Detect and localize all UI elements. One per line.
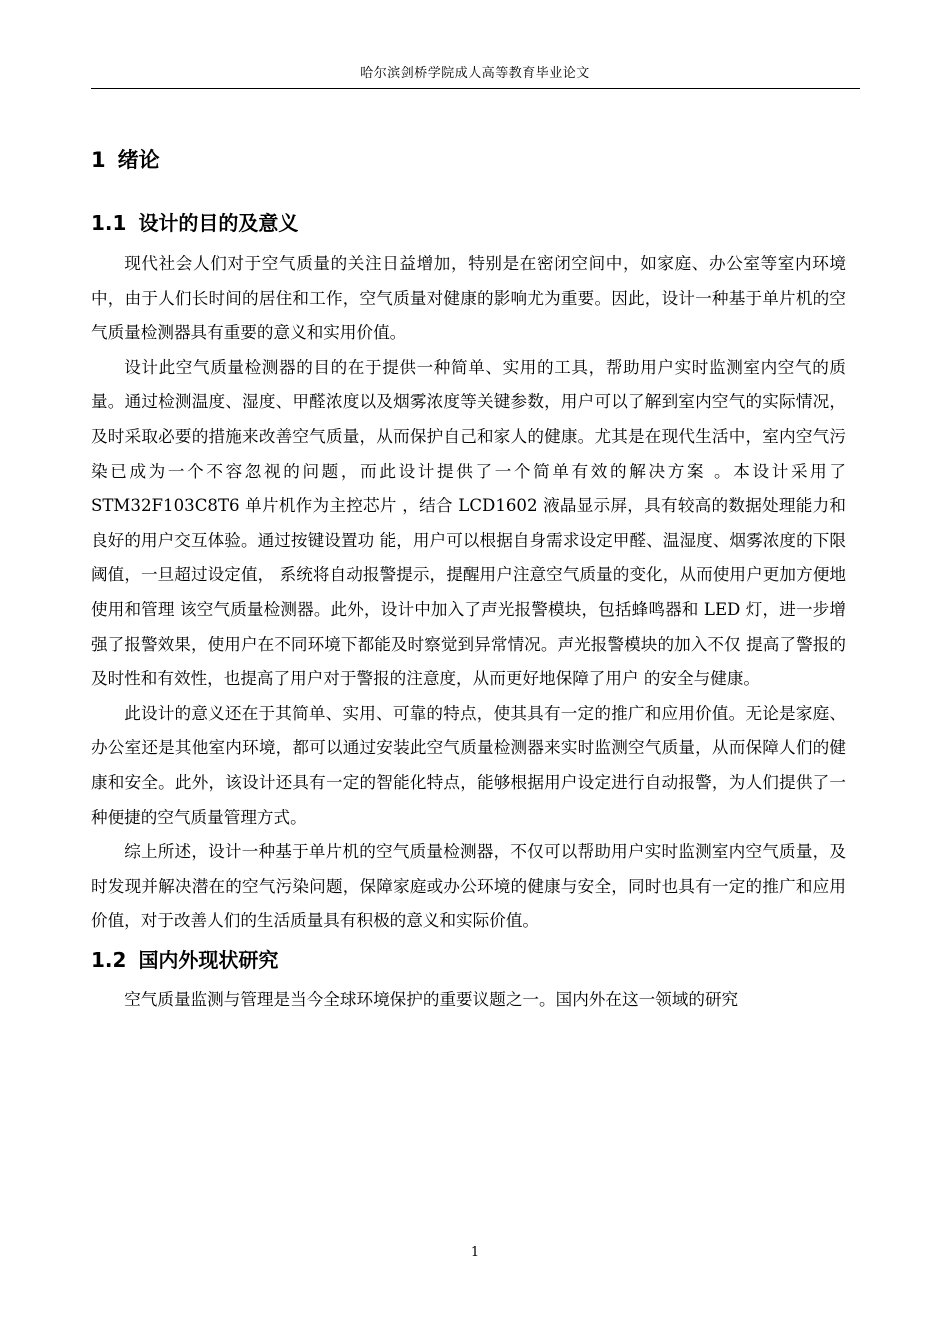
- chapter-number: 1: [91, 148, 106, 172]
- section-number: 1.1: [91, 211, 127, 235]
- paragraph: 综上所述，设计一种基于单片机的空气质量检测器，不仅可以帮助用户实时监测室内空气质量，及时发现并解决潜在的空气污染问题，保障家庭或办公环境的健康与安全，同时也具有一定的推广和应用价值，对于改善人们的生活质量具有积极的意义和实际价值。: [91, 842, 846, 931]
- paragraph: 空气质量监测与管理是当今全球环境保护的重要议题之一。国内外在这一领域的研究: [124, 989, 739, 1009]
- section-heading-1-2: [91, 941, 846, 979]
- paragraph: 设计此空气质量检测器的目的在于提供一种简单、实用的工具，帮助用户实时监测室内空气的质量。通过检测温度、湿度、甲醛浓度以及烟雾浓度等关键参数，用户可以了解到室内空气的实际情况，及时采取必要的措施来改善空气质量，从而保护自己和家人的健康。尤其是在现代生活中，室内空气污染已成为一个不容忽视的问题，而此设计提供了一个简单有效的解决方案 。本设计采用了 STM32F103C8T6 单片机作为主控芯片 ，结合 LCD1602 液晶显示屏，具有较高的数据处理能力和良好的用户交互体验。通过按键设置功 能，用户可以根据自身需求设定甲醛、温湿度、烟雾浓度的下限阈值，一旦超过设定值， 系统将自动报警提示，提醒用户注意空气质量的变化，从而使用户更加方便地使用和管理 该空气质量检测器。此外，设计中加入了声光报警模块，包括蜂鸣器和 LED 灯，进一步增 强了报警效果，使用户在不同环境下都能及时察觉到异常情况。声光报警模块的加入不仅 提高了警报的及时性和有效性，也提高了用户对于警报的注意度，从而更好地保障了用户 的安全与健康。: [91, 357, 846, 689]
- paragraph: 现代社会人们对于空气质量的关注日益增加，特别是在密闭空间中，如家庭、办公室等室内环境中，由于人们长时间的居住和工作，空气质量对健康的影响尤为重要。因此，设计一种基于单片机的空气质量检测器具有重要的意义和实用价值。: [91, 254, 846, 343]
- header-rule: [91, 88, 860, 89]
- section-title: 设计的目的及意义: [138, 211, 299, 235]
- chapter-title: 绪论: [117, 148, 160, 172]
- page-body: [91, 140, 846, 1017]
- paragraph: 此设计的意义还在于其简单、实用、可靠的特点，使其具有一定的推广和应用价值。无论是家庭、办公室还是其他室内环境，都可以通过安装此空气质量检测器来实时监测空气质量，从而保障人们的健康和安全。此外，该设计还具有一定的智能化特点，能够根据用户设定进行自动报警，为人们提供了一种便捷的空气质量管理方式。: [91, 703, 846, 827]
- chapter-heading: [91, 140, 846, 180]
- page-number: 1: [470, 1245, 480, 1260]
- section-number: 1.2: [91, 947, 127, 972]
- section-title: 国内外现状研究: [138, 947, 279, 972]
- running-header: 哈尔滨剑桥学院成人高等教育毕业论文: [360, 66, 590, 81]
- section-heading-1-1: [91, 204, 846, 242]
